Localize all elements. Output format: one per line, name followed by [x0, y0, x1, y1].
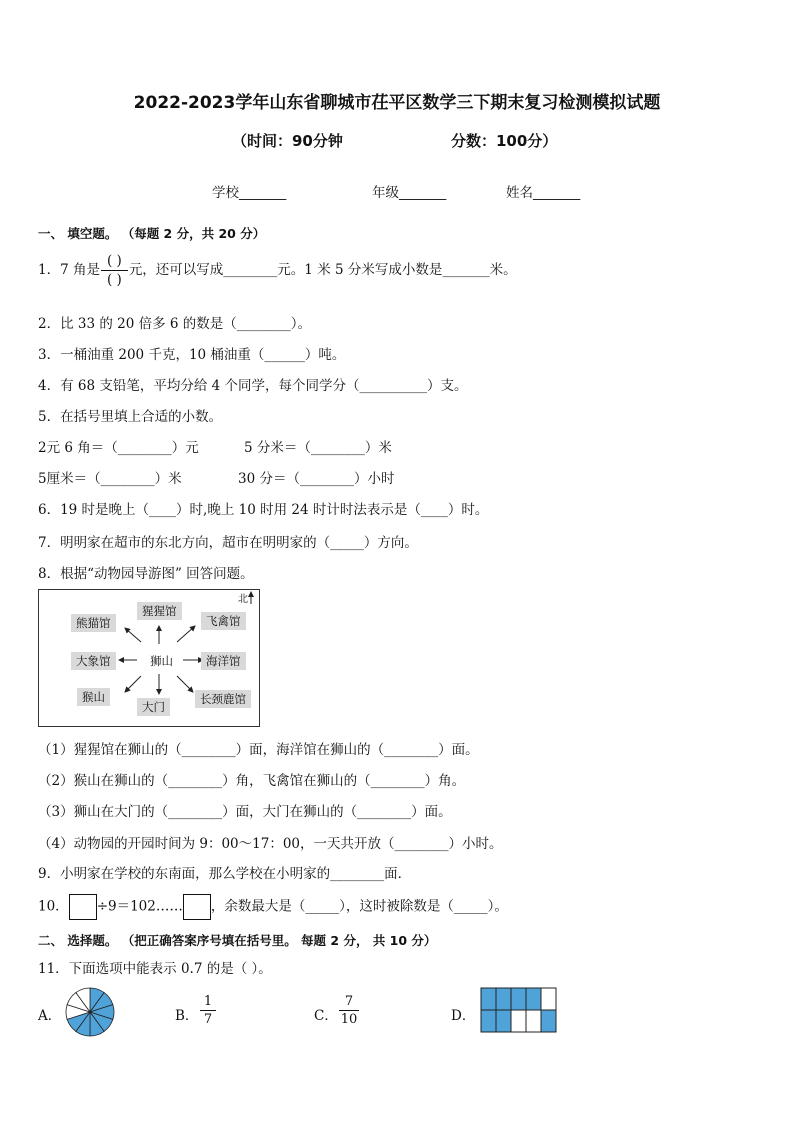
option-d-grid[interactable]	[480, 987, 558, 1034]
q8-sub-2: （2）猴山在狮山的（________）角，飞禽馆在狮山的（________）角。	[38, 773, 466, 789]
grid-cell	[511, 988, 526, 1010]
grade-field[interactable]: 年级_______	[372, 185, 447, 201]
map-northeast: 飞禽馆	[201, 612, 246, 630]
question-5: 5．在括号里填上合适的小数。	[38, 409, 223, 425]
map-south: 大门	[137, 698, 170, 716]
map-center: 狮山	[150, 654, 173, 668]
question-7: 7．明明家在超市的东北方向，超市在明明家的（_____）方向。	[38, 535, 418, 551]
map-northwest: 熊猫馆	[71, 614, 116, 632]
map-southwest: 猴山	[77, 688, 110, 706]
q5-item-a: 2元 6 角＝（________）元	[38, 440, 199, 456]
q10-suffix: ，余数最大是（_____），这时被除数是（_____）。	[210, 898, 508, 915]
q1-fraction[interactable]	[101, 252, 128, 289]
question-9: 9．小明家在学校的东南面，那么学校在小明家的________面．	[38, 866, 412, 882]
q8-sub-3: （3）狮山在大门的（________）面，大门在狮山的（________）面。	[38, 804, 452, 820]
grid-cell	[496, 988, 511, 1010]
option-b-fraction[interactable]	[200, 993, 216, 1028]
grid-cell	[481, 1010, 496, 1032]
map-southeast: 长颈鹿馆	[195, 690, 251, 708]
q10-prefix: 10．	[38, 898, 69, 915]
question-6: 6．19 时是晚上（____）时,晚上 10 时用 24 时计时法表示是（____）时。	[38, 502, 489, 518]
option-c-label[interactable]: C．	[314, 1008, 338, 1024]
grid-cell	[496, 1010, 511, 1032]
name-field[interactable]: 姓名_______	[506, 185, 581, 201]
arrow-northwest	[125, 628, 141, 642]
option-c-fraction[interactable]	[339, 993, 359, 1028]
grid-cell	[481, 988, 496, 1010]
arrow-northeast	[177, 626, 195, 642]
map-west: 大象馆	[71, 652, 116, 670]
section-1-title: 一、 填空题。 （每题 2 分，共 20 分）	[38, 226, 266, 241]
q5-item-b: 5 分米＝（________）米	[244, 440, 392, 456]
dividend-box[interactable]	[69, 894, 97, 920]
grid-cell	[541, 988, 556, 1010]
map-east: 海洋馆	[201, 652, 246, 670]
question-8: 8．根据“动物园导游图” 回答问题。	[38, 566, 254, 582]
question-3: 3．一桶油重 200 千克，10 桶油重（______）吨。	[38, 347, 346, 363]
option-c-numerator: 7	[339, 993, 359, 1011]
option-b-numerator: 1	[200, 993, 216, 1011]
arrow-southeast	[177, 676, 193, 692]
option-b-label[interactable]: B．	[175, 1008, 199, 1024]
grid-cell	[526, 1010, 541, 1032]
question-1	[38, 252, 517, 289]
option-a-label[interactable]: A．	[38, 1008, 62, 1024]
arrow-southwest	[125, 676, 141, 692]
option-a-pie-chart[interactable]	[64, 986, 116, 1038]
north-label: 北	[238, 594, 248, 605]
q8-sub-4: （4）动物园的开园时间为 9：00～17：00，一天共开放（________）小时。	[38, 836, 503, 852]
option-d-label[interactable]: D．	[451, 1008, 476, 1024]
q10-middle: ÷9＝102……	[96, 898, 183, 915]
q1-denominator: ( )	[106, 272, 122, 288]
map-north: 猩猩馆	[137, 602, 182, 620]
grid-cell	[526, 988, 541, 1010]
q1-numerator: ( )	[101, 252, 128, 271]
option-c-denominator: 10	[340, 1012, 358, 1027]
zoo-map	[38, 589, 260, 727]
question-4: 4．有 68 支铅笔，平均分给 4 个同学，每个同学分（__________）支。	[38, 378, 468, 394]
question-11: 11．下面选项中能表示 0.7 的是（ ）。	[38, 961, 272, 977]
q1-suffix: 元，还可以写成________元。1 米 5 分米写成小数是_______米。	[128, 262, 517, 278]
question-10	[38, 894, 508, 920]
exam-score: 分数：100分）	[451, 132, 558, 150]
remainder-box[interactable]	[183, 894, 211, 920]
q1-prefix: 1．7 角是	[38, 262, 100, 278]
q5-item-c: 5厘米＝（________）米	[38, 471, 182, 487]
grid-cell	[511, 1010, 526, 1032]
q8-sub-1: （1）猩猩馆在狮山的（________）面，海洋馆在狮山的（________）面。	[38, 742, 479, 758]
q5-item-d: 30 分＝（________）小时	[238, 471, 395, 487]
exam-time: （时间：90分钟	[232, 132, 343, 150]
section-2-title: 二、 选择题。 （把正确答案序号填在括号里。 每题 2 分， 共 10 分）	[38, 933, 437, 948]
grid-cell	[541, 1010, 556, 1032]
question-2: 2．比 33 的 20 倍多 6 的数是（________）。	[38, 316, 312, 332]
school-field[interactable]: 学校_______	[212, 185, 287, 201]
page-title: 2022-2023学年山东省聊城市茌平区数学三下期末复习检测模拟试题	[133, 93, 661, 113]
option-b-denominator: 7	[203, 1012, 213, 1027]
